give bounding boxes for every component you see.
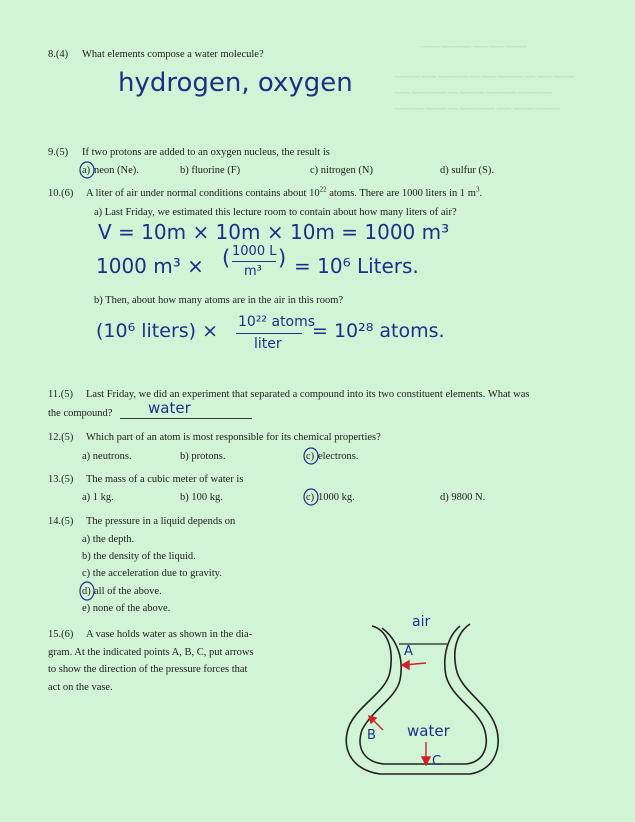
- q13-option-c-letter: c): [306, 492, 315, 503]
- q10-hw-frac-num: 1000 L: [232, 244, 277, 259]
- pressure-arrow-a-head: [402, 661, 409, 669]
- q10-hw-paren-close: ): [278, 246, 287, 270]
- q13-option-b: b) 100 kg.: [180, 492, 223, 503]
- q15-line2: gram. At the indicated points A, B, C, put arrows: [48, 647, 254, 658]
- vase-label-air: air: [412, 614, 431, 630]
- q12-circle-mark: [304, 448, 318, 464]
- q14-option-a: a) the depth.: [82, 534, 135, 545]
- q9-option-c: c) nitrogen (N): [310, 165, 373, 176]
- q13-option-d: d) 9800 N.: [440, 492, 486, 503]
- q14-option-e: e) none of the above.: [82, 603, 171, 614]
- q15-line1: A vase holds water as shown in the dia-: [86, 629, 253, 640]
- q9-question: If two protons are added to an oxygen nucleus, the result is: [82, 147, 330, 158]
- q9-option-a-letter: a): [82, 165, 91, 176]
- q15-line3: to show the direction of the pressure forces that: [48, 664, 248, 675]
- q11-handwritten-answer: water: [148, 399, 191, 417]
- q8-handwritten-answer: hydrogen, oxygen: [118, 68, 353, 98]
- q12-option-a: a) neutrons.: [82, 451, 132, 462]
- q10-part-b: b) Then, about how many atoms are in the air in this room?: [94, 295, 344, 306]
- q13-option-c: 1000 kg.: [318, 492, 355, 503]
- q14-option-b: b) the density of the liquid.: [82, 551, 196, 562]
- q13-circle-mark: [304, 489, 318, 505]
- q10-number: 10.(6): [48, 188, 74, 199]
- q14-option-d: all of the above.: [94, 586, 162, 597]
- q14-option-c: c) the acceleration due to gravity.: [82, 568, 222, 579]
- q13-number: 13.(5): [48, 474, 74, 485]
- q12-question: Which part of an atom is most responsible for its chemical properties?: [86, 432, 381, 443]
- q14-number: 14.(5): [48, 516, 74, 527]
- q10-part-a: a) Last Friday, we estimated this lecture room to contain about how many liters of air?: [94, 207, 457, 218]
- q10-hw-b-left: (10⁶ liters) ×: [96, 320, 219, 342]
- q14-option-d-letter: d): [82, 586, 91, 597]
- vase-label-c: C: [432, 754, 442, 769]
- q8-number: 8.(4): [48, 49, 69, 60]
- exam-page: ~~~~ ~~~~~~ ~~~ ~~~ ~~~~ ~~~~~ ~~~ ~~~~~~ ~~ ~~~ ~~~~~ ~~ ~~~ ~~~~ ~~~ ~~~~~~~ ~~ ~~~~~ ~~~~~~ ~~~~~~~ ~~~~~~ ~~~~ ~~ ~~~~~~~ ~~~ ~~~~ ~~~~~ 8.(4) What elements compose a water molecule? hydrogen, oxygen 9.(5) If two protons are added to an oxygen nucleus, the result is a) neon (Ne). b) fluorine (F) c) nitrogen (N) d) sulfur (S). 10.(6) A liter of air under normal conditions contains about $10^{22}$ atoms. There are 1000 liters in 1 $m^3$. a) Last Friday, we estimated this lecture room to contain about how many liters of air? V = 10m × 10m × 10m = 1000 m³ 1000 m³ × ( 1000 L m³ ) = 10⁶ Liters. b) Then, about how many atoms are in the air in this room? (10⁶ liters) × 10²² atoms liter = 10²⁸ atoms. 11.(5) Last Friday, we did an experiment that separated a compound into its two constituent elements. What was the compound? water 12.(5) Which part of an atom is most responsible for its chemical properties? a) neutrons. b) protons. c) electrons. 13.(5) The mass of a cubic meter of water is a) 1 kg. b) 100 kg. c) 1000 kg. d) 9800 N. 14.(5) The pressure in a liquid depends on a) the depth. b) the density of the liquid. c) the acceleration due to gravity. d) all of the above. e) none of the above. 15.(6) A vase holds water as shown in the dia- gram. At the indicated points A, B, C, put arrows to show the direction of the pressure forces that act on the vase. air A water B C: [0, 0, 635, 822]
- q9-option-d: d) sulfur (S).: [440, 165, 494, 176]
- q10-hw-b-num: 10²² atoms: [238, 314, 316, 330]
- q10-question: A liter of air under normal conditions contains about $10^{22}$ atoms. There are 1000 liters in 1 $m^3$.: [86, 185, 483, 199]
- q13-option-a: a) 1 kg.: [82, 492, 114, 503]
- q11-question-line1: Last Friday, we did an experiment that separated a compound into its two constituent elements. What was: [86, 389, 530, 400]
- q10-hw-conversion-left: 1000 m³ ×: [96, 254, 204, 278]
- vase-label-b: B: [367, 728, 376, 743]
- q12-option-c-letter: c): [306, 451, 315, 462]
- vase-label-a: A: [404, 644, 413, 659]
- q15-line4: act on the vase.: [48, 682, 113, 693]
- q9-circle-mark: [80, 162, 94, 178]
- q12-option-b: b) protons.: [180, 451, 226, 462]
- q9-number: 9.(5): [48, 147, 69, 158]
- q9-option-a: neon (Ne).: [94, 165, 139, 176]
- q10-hw-b-den: liter: [254, 336, 282, 352]
- q15-number: 15.(6): [48, 629, 74, 640]
- q11-question-line2: the compound?: [48, 408, 113, 419]
- q10-hw-paren-open: (: [222, 246, 231, 270]
- q12-option-c: electrons.: [318, 451, 359, 462]
- q14-circle-mark: [80, 582, 94, 600]
- q8-question: What elements compose a water molecule?: [82, 49, 264, 60]
- q12-number: 12.(5): [48, 432, 74, 443]
- q13-question: The mass of a cubic meter of water is: [86, 474, 244, 485]
- q10-hw-b-right: = 10²⁸ atoms.: [312, 320, 445, 342]
- q10-hw-volume: V = 10m × 10m × 10m = 1000 m³: [98, 220, 450, 244]
- q11-number: 11.(5): [48, 389, 73, 400]
- q10-hw-conversion-right: = 10⁶ Liters.: [294, 254, 419, 278]
- q14-question: The pressure in a liquid depends on: [86, 516, 236, 527]
- vase-label-water: water: [407, 722, 450, 740]
- q10-hw-frac-den: m³: [244, 264, 262, 279]
- q9-option-b: b) fluorine (F): [180, 165, 241, 176]
